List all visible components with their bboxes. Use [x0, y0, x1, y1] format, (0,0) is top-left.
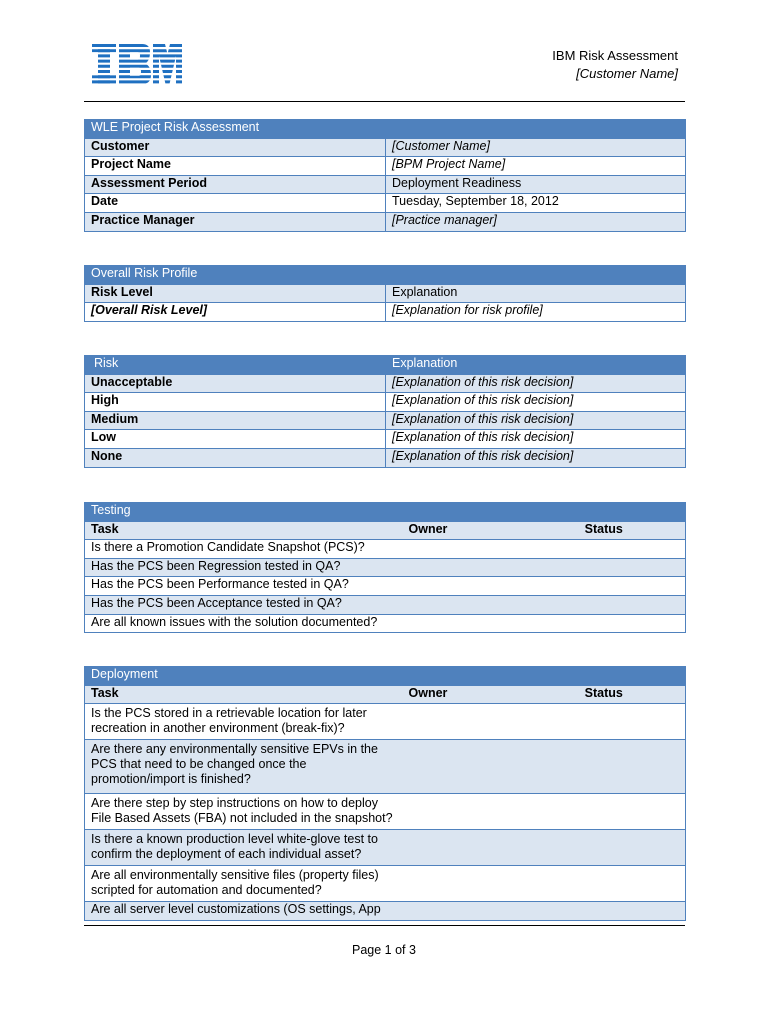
table-row — [85, 393, 686, 412]
row-value: Tuesday, September 18, 2012 — [386, 194, 686, 213]
risk-name: Unacceptable — [85, 374, 386, 393]
risk-name: None — [85, 448, 386, 467]
task-cell: Is there a Promotion Candidate Snapshot (PCS)? — [85, 540, 403, 559]
table-row — [85, 411, 686, 430]
footer-rule — [84, 925, 685, 926]
table-row — [85, 157, 686, 176]
header-text — [552, 47, 678, 83]
status-cell — [523, 830, 686, 866]
row-label: Practice Manager — [85, 212, 386, 231]
risk-explanation: [Explanation of this risk decision] — [386, 411, 686, 430]
owner-cell — [403, 595, 523, 614]
owner-cell — [403, 794, 523, 830]
owner-cell — [403, 704, 523, 740]
header-title: IBM Risk Assessment — [552, 48, 678, 63]
column-header-owner: Owner — [403, 685, 523, 704]
table-row — [85, 540, 686, 559]
table-row — [85, 430, 686, 449]
status-cell — [523, 794, 686, 830]
table-row — [85, 740, 686, 794]
table-row — [85, 704, 686, 740]
table-row — [85, 138, 686, 157]
status-cell — [523, 540, 686, 559]
task-cell: Is the PCS stored in a retrievable location for later recreation in another environment (break-fix)? — [85, 704, 403, 740]
risk-name: Medium — [85, 411, 386, 430]
task-cell: Is there a known production level white-glove test to confirm the deployment of each individual asset? — [85, 830, 403, 866]
task-cell: Are all server level customizations (OS settings, App — [85, 902, 403, 921]
risk-name: Low — [85, 430, 386, 449]
row-label: Project Name — [85, 157, 386, 176]
table-row — [85, 866, 686, 902]
column-header: Risk — [85, 356, 386, 375]
table-row — [85, 902, 686, 921]
table-row — [85, 614, 686, 633]
owner-cell — [403, 902, 523, 921]
column-header-owner: Owner — [403, 521, 523, 540]
column-header-status: Status — [523, 685, 686, 704]
row-label: Assessment Period — [85, 175, 386, 194]
owner-cell — [403, 740, 523, 794]
table-header-row — [85, 685, 686, 704]
status-cell — [523, 704, 686, 740]
deployment-title: Deployment — [85, 667, 686, 686]
table-row — [85, 303, 686, 322]
overall-risk-level: [Overall Risk Level] — [85, 303, 386, 322]
risk-explanation: [Explanation of this risk decision] — [386, 374, 686, 393]
table-header-row — [85, 521, 686, 540]
table-row — [85, 374, 686, 393]
status-cell — [523, 577, 686, 596]
risk-profile-table — [84, 265, 686, 322]
testing-table — [84, 502, 686, 633]
project-risk-table — [84, 119, 686, 232]
table-row — [85, 558, 686, 577]
status-cell — [523, 614, 686, 633]
table-row — [85, 577, 686, 596]
table-row — [85, 212, 686, 231]
risk-explanation: [Explanation of this risk decision] — [386, 430, 686, 449]
task-cell: Has the PCS been Acceptance tested in QA? — [85, 595, 403, 614]
risk-explanation: [Explanation of this risk decision] — [386, 393, 686, 412]
project-table-title: WLE Project Risk Assessment — [85, 120, 686, 139]
owner-cell — [403, 830, 523, 866]
table-row — [85, 284, 686, 303]
row-label: Customer — [85, 138, 386, 157]
status-cell — [523, 595, 686, 614]
risk-explanation: [Explanation of this risk decision] — [386, 448, 686, 467]
column-header-task: Task — [85, 521, 403, 540]
column-header: Explanation — [386, 356, 686, 375]
testing-title: Testing — [85, 503, 686, 522]
table-row — [85, 448, 686, 467]
status-cell — [523, 866, 686, 902]
task-cell: Has the PCS been Performance tested in QA? — [85, 577, 403, 596]
row-value: Deployment Readiness — [386, 175, 686, 194]
task-cell: Has the PCS been Regression tested in QA? — [85, 558, 403, 577]
column-header-task: Task — [85, 685, 403, 704]
task-cell: Are there step by step instructions on how to deploy File Based Assets (FBA) not included in the snapshot? — [85, 794, 403, 830]
row-label: Date — [85, 194, 386, 213]
table-row — [85, 830, 686, 866]
risk-levels-table — [84, 355, 686, 468]
row-value: [Customer Name] — [386, 138, 686, 157]
task-cell: Are all environmentally sensitive files (property files) scripted for automation and documented? — [85, 866, 403, 902]
owner-cell — [403, 577, 523, 596]
status-cell — [523, 902, 686, 921]
table-row — [85, 595, 686, 614]
status-cell — [523, 740, 686, 794]
risk-name: High — [85, 393, 386, 412]
owner-cell — [403, 558, 523, 577]
ibm-logo — [92, 44, 182, 84]
owner-cell — [403, 614, 523, 633]
header-customer: [Customer Name] — [576, 66, 678, 81]
risk-profile-explanation: [Explanation for risk profile] — [386, 303, 686, 322]
table-row — [85, 194, 686, 213]
header-rule — [84, 101, 685, 102]
task-cell: Are all known issues with the solution documented? — [85, 614, 403, 633]
task-cell: Are there any environmentally sensitive EPVs in the PCS that need to be changed once the promotion/import is finished? — [85, 740, 403, 794]
row-value: [Practice manager] — [386, 212, 686, 231]
page-number: Page 1 of 3 — [352, 943, 416, 957]
table-row — [85, 794, 686, 830]
status-cell — [523, 558, 686, 577]
risk-profile-title: Overall Risk Profile — [85, 266, 686, 285]
deployment-table — [84, 666, 686, 921]
owner-cell — [403, 540, 523, 559]
row-value: [BPM Project Name] — [386, 157, 686, 176]
column-header: Explanation — [386, 284, 686, 303]
table-row — [85, 175, 686, 194]
column-header: Risk Level — [85, 284, 386, 303]
column-header-status: Status — [523, 521, 686, 540]
owner-cell — [403, 866, 523, 902]
